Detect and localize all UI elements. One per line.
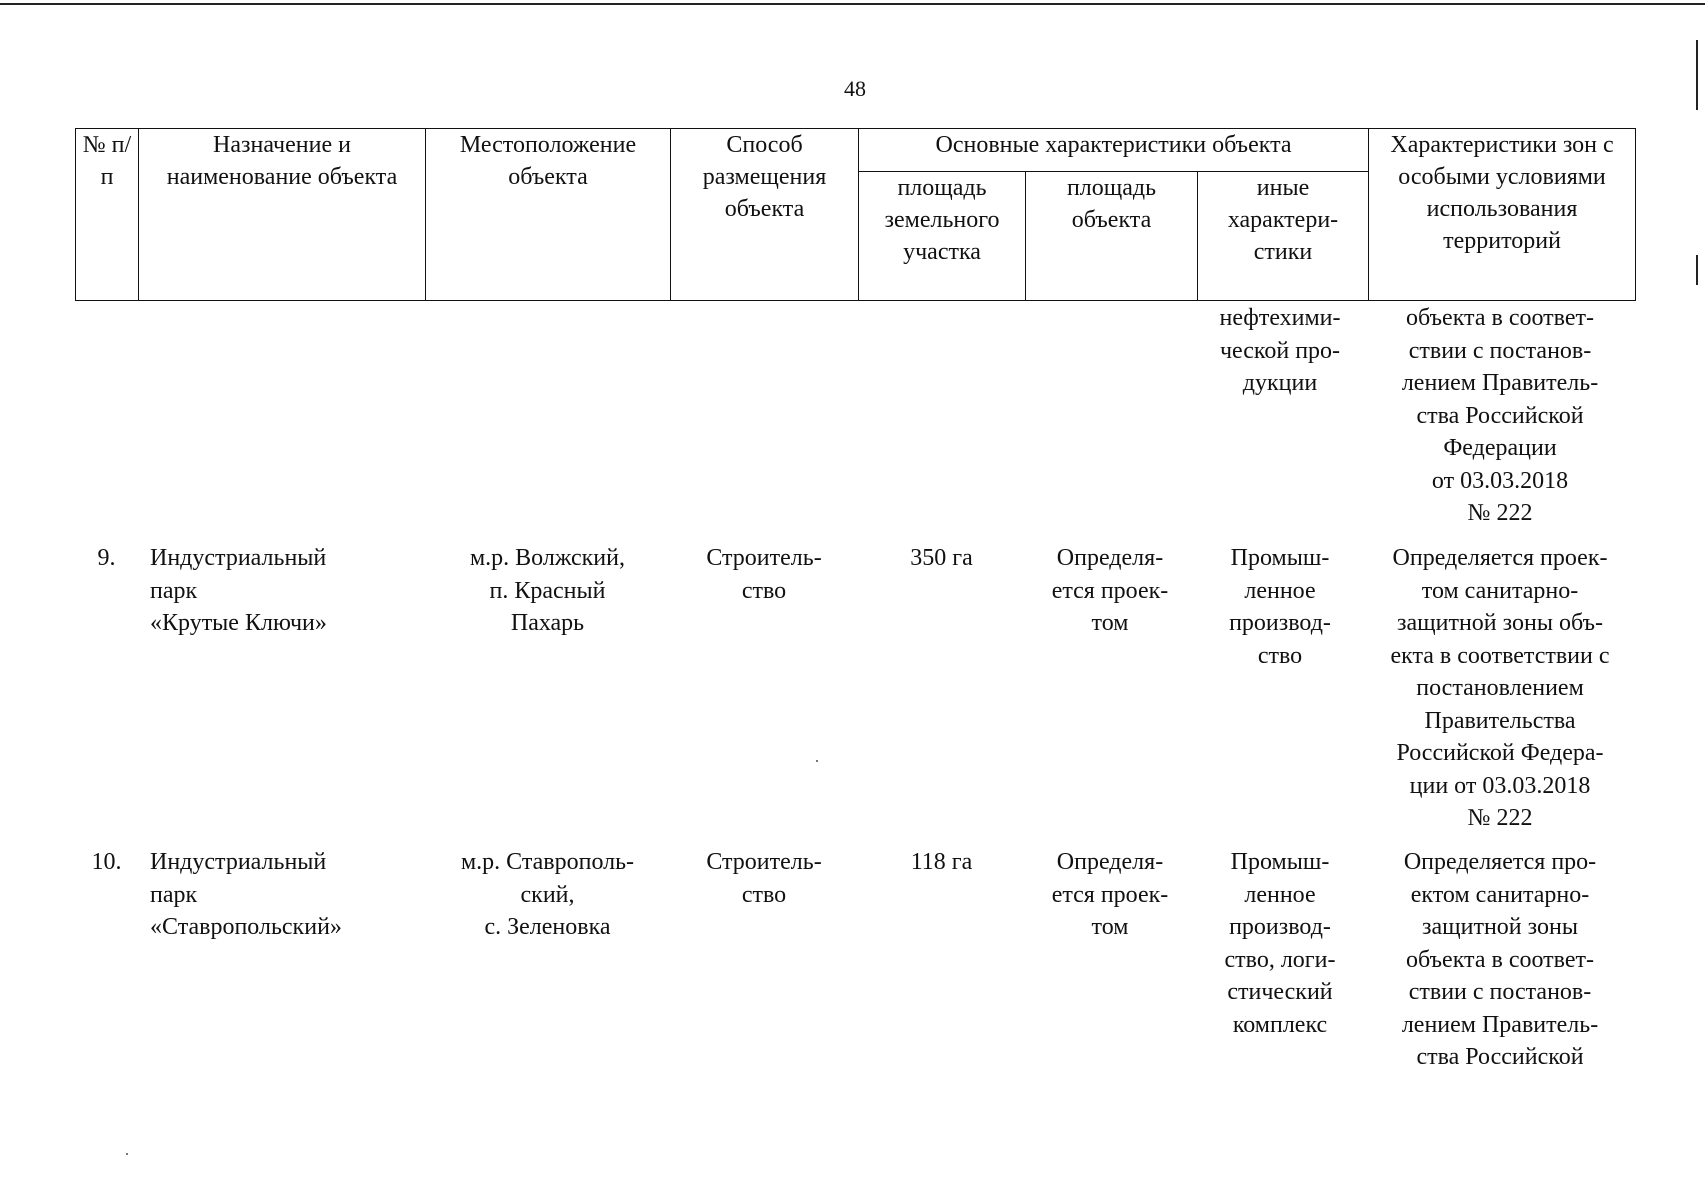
header-location: Местоположение объекта (426, 129, 671, 301)
row9-other: Промыш- ленное производ- ство (1229, 545, 1331, 669)
header-main-characteristics: Основные характеристики объекта (859, 129, 1369, 172)
header-num: № п/п (76, 129, 139, 301)
header-zones: Характеристики зон с особыми условиями использования территорий (1369, 129, 1636, 301)
row9-location: м.р. Волжский, п. Красный Пахарь (469, 545, 625, 636)
row10-location: м.р. Ставрополь- ский, с. Зеленовка (460, 849, 635, 940)
header-land-area: площадь земельного участка (859, 172, 1026, 301)
page-number: 48 (844, 76, 866, 101)
row9-object-area: Определя- ется проек- том (1051, 545, 1169, 636)
row9-method: Строитель- ство (706, 545, 822, 604)
header-object-area: площадь объекта (1026, 172, 1198, 301)
header-purpose: Назначение и наименование объекта (139, 129, 426, 301)
row9-zones: Определяется проек- том санитарно- защитной зоны объ- екта в соответствии с постановлением Правительства Российской Федера- ции от 03.03.2018 № 222 (1390, 545, 1610, 831)
header-method: Способ размещения объекта (671, 129, 859, 301)
header-other: иные характери-стики (1198, 172, 1369, 301)
row9-purpose: Индустриальный парк «Крутые Ключи» (150, 545, 327, 636)
row10-land-area: 118 га (910, 849, 973, 875)
row9-num: 9. (97, 545, 116, 571)
scan-speck (816, 760, 818, 762)
scan-speck (126, 1153, 128, 1155)
continuation-zones: объекта в соответ- ствии с постанов- лением Правитель- ства Российской Федерации от 03.03.2018 № 222 (1401, 305, 1599, 526)
scan-edge-mark (1696, 255, 1698, 285)
continuation-other: нефтехими- ческой про- дукции (1219, 305, 1341, 396)
row10-purpose: Индустриальный парк «Ставропольский» (150, 849, 342, 940)
row9-land-area: 350 га (910, 545, 973, 571)
scan-edge-mark (1696, 40, 1698, 110)
scan-top-rule (0, 3, 1705, 5)
row10-num: 10. (91, 849, 122, 875)
row10-other: Промыш- ленное производ- ство, логи- стический комплекс (1224, 849, 1336, 1038)
row10-method: Строитель- ство (706, 849, 822, 908)
table-header (75, 128, 1636, 301)
row10-zones: Определяется про- ектом санитарно- защитной зоны объекта в соответ- ствии с постанов- лением Правитель- ства Российской (1401, 849, 1599, 1070)
row10-object-area: Определя- ется проек- том (1051, 849, 1169, 940)
